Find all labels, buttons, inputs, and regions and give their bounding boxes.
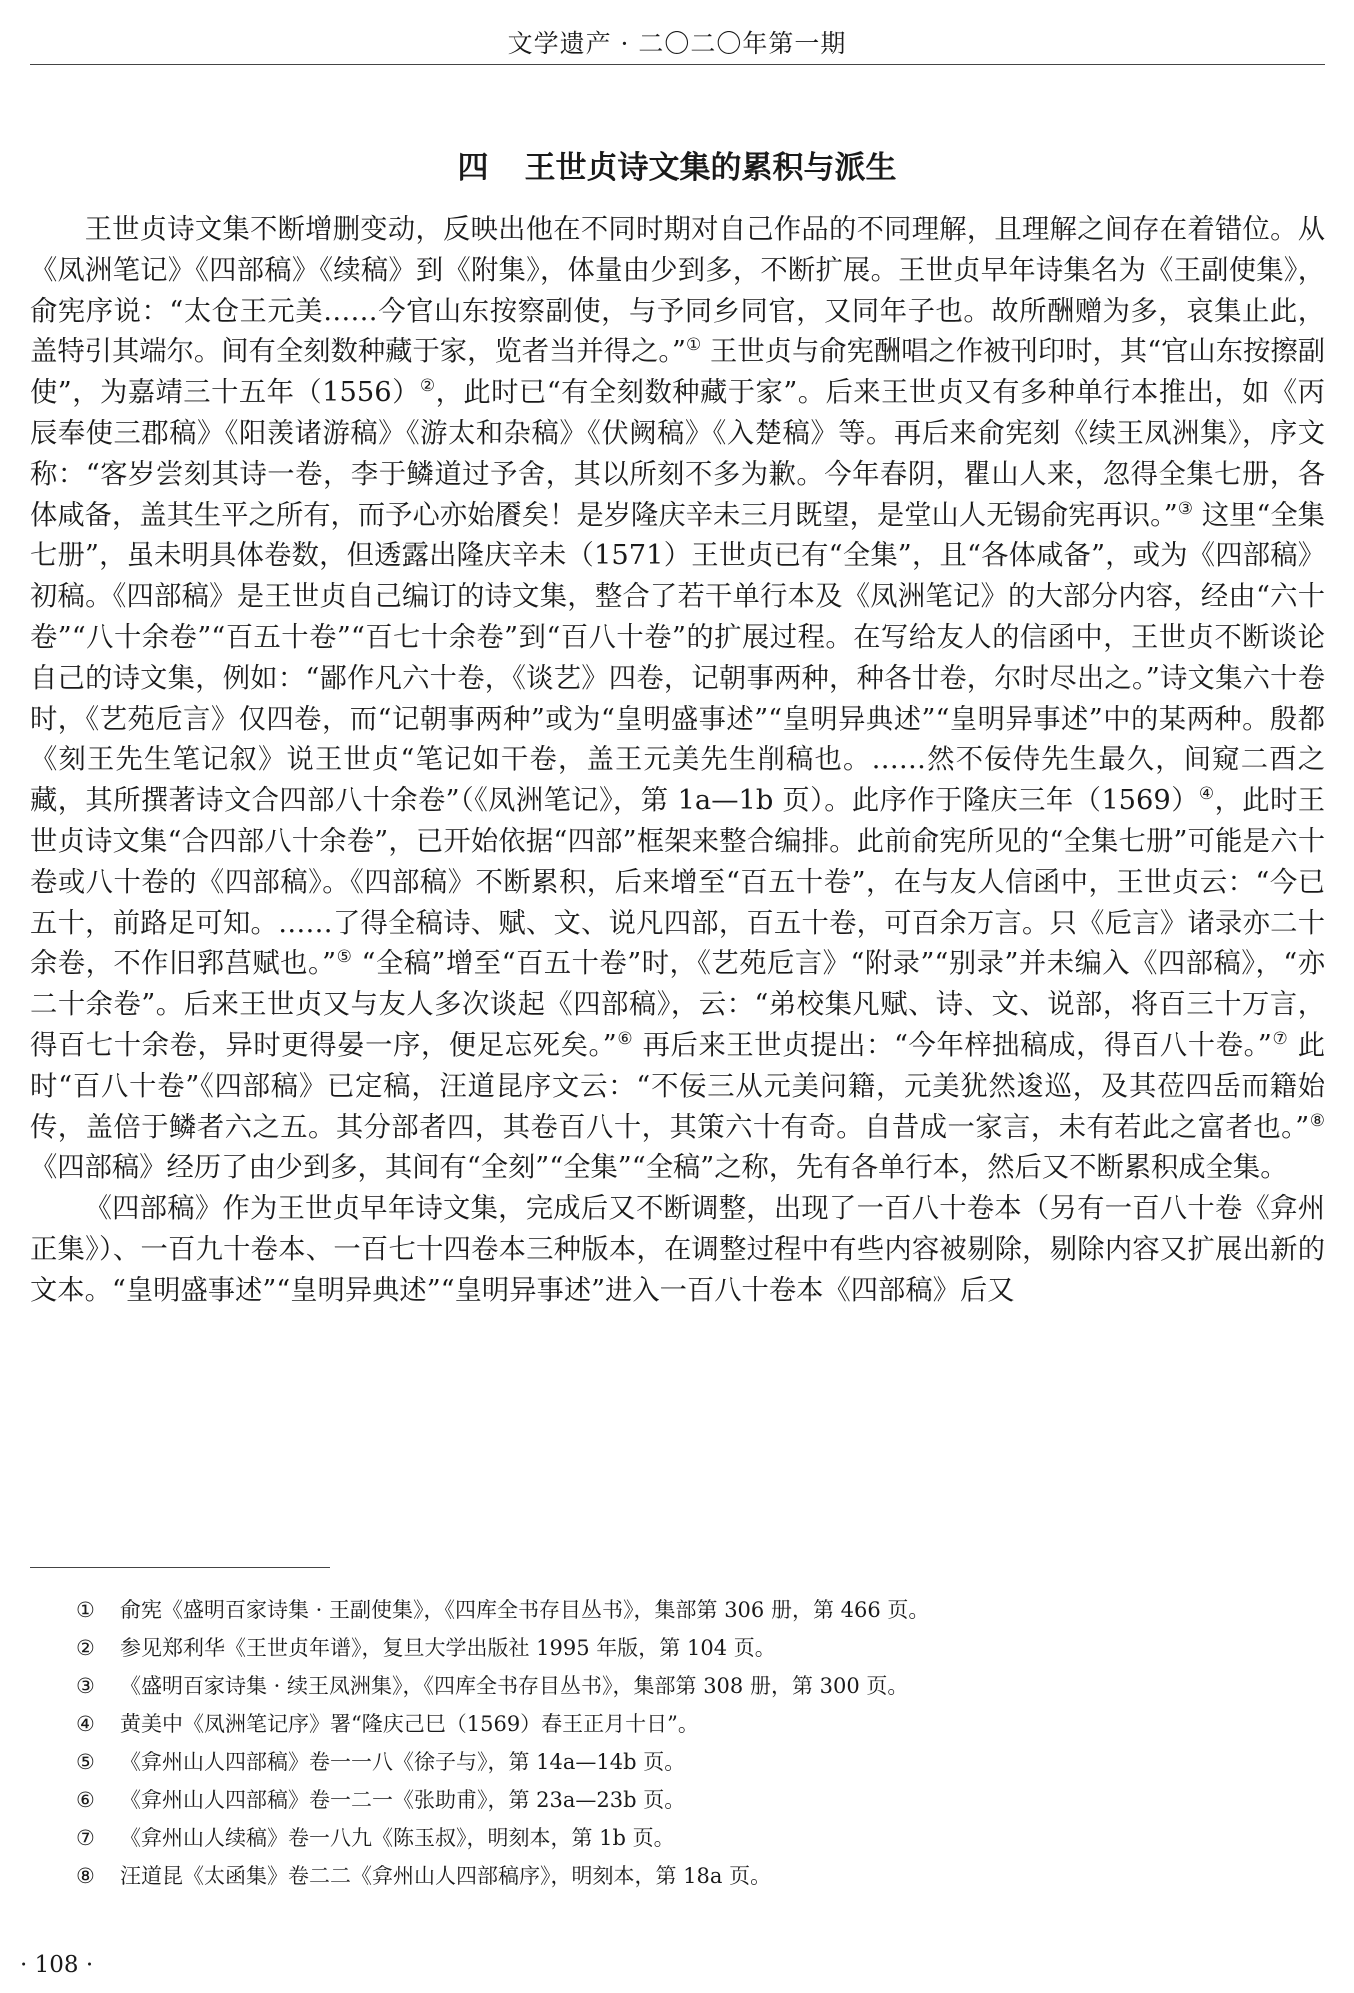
section-title-text: 王世贞诗文集的累积与派生: [524, 150, 897, 186]
footnote-text: 俞宪《盛明百家诗集 · 王副使集》，《四库全书存目丛书》，集部第 306 册，第 466 页。: [120, 1598, 930, 1622]
running-head: 文学遗产 · 二〇二〇年第一期: [507, 29, 847, 58]
page-number: · 108 ·: [20, 1952, 94, 1978]
paragraph-text: 《四部稿》作为王世贞早年诗文集，完成后又不断调整，出现了一百八十卷本（另有一百八十卷《弇州正集》）、一百九十卷本、一百七十四卷本三种版本，在调整过程中有些内容被剔除，剔除内容又扩展出新的文本。“皇明盛事述”“皇明异典述”“皇明异事述”进入一百八十卷本《四部稿》后又: [30, 1193, 1325, 1306]
paragraph: [30, 210, 1325, 1189]
footnotes: [76, 1591, 1316, 1895]
footnote: [76, 1781, 1316, 1819]
footnote-ref: ①: [686, 335, 702, 356]
footnote-ref: ⑥: [616, 1028, 634, 1049]
footnote: [76, 1857, 1316, 1895]
footnote-mark: ②: [76, 1636, 95, 1660]
footnote-text: 《弇州山人四部稿》卷一二一《张助甫》，第 23a—23b 页。: [120, 1788, 686, 1812]
paragraph-text: 再后来王世贞提出：“今年梓拙稿成，得百八十卷。”: [633, 1029, 1272, 1061]
footnote: [76, 1591, 1316, 1629]
footnote-text: 黄美中《凤洲笔记序》署“隆庆己巳（1569）春王正月十日”。: [120, 1712, 699, 1736]
footnote-text: 《盛明百家诗集 · 续王凤洲集》，《四库全书存目丛书》，集部第 308 册，第 300 页。: [120, 1674, 909, 1698]
paragraph-text: ，此时已“有全刻数种藏于家”。后来王世贞又有多种单行本推出，如《丙辰奉使三郡稿》《阳羡诸游稿》《游太和杂稿》《伏阙稿》《入楚稿》等。再后来俞宪刻《续王凤洲集》，序文称：“客岁尝刻其诗一卷，李于鳞道过予舍，其以所刻不多为歉。今年春阴，瞿山人来，忽得全集七册，各体咸备，盖其生平之所有，而予心亦始餍矣！是岁隆庆辛未三月既望，是堂山人无锡俞宪再识。”: [30, 377, 1325, 531]
footnote-text: 《弇州山人续稿》卷一八九《陈玉叔》，明刻本，第 1b 页。: [120, 1826, 675, 1850]
paragraph-text: 《四部稿》经历了由少到多，其间有“全刻”“全集”“全稿”之称，先有各单行本，然后又不断累积成全集。: [30, 1152, 1288, 1184]
footnote-ref: ⑧: [1309, 1110, 1325, 1131]
paragraph-text: “全稿”增至“百五十卷”时，《艺苑卮言》“附录”“别录”并未编入《四部稿》，“亦二十余卷”。后来王世贞又与友人多次谈起《四部稿》，云：“弟校集凡赋、诗、文、说部，将百三十万言，得百七十余卷，异时更得晏一序，便足忘死矣。”: [30, 948, 1325, 1061]
footnote-ref: ⑤: [336, 947, 353, 968]
footnote-mark: ⑦: [76, 1826, 95, 1850]
footnote-text: 参见郑利华《王世贞年谱》，复旦大学出版社 1995 年版，第 104 页。: [120, 1636, 776, 1660]
section-title: [0, 142, 1354, 187]
paragraph-text: 王世贞诗文集不断增删变动，反映出他在不同时期对自己作品的不同理解，且理解之间存在着错位。从《凤洲笔记》《四部稿》《续稿》到《附集》，体量由少到多，不断扩展。王世贞早年诗集名为《王副使集》，俞宪序说：“太仓王元美……今官山东按察副使，与予同乡同官，又同年子也。故所酬赠为多，哀集止此，盖特引其端尔。间有全刻数种藏于家，览者当并得之。”: [30, 214, 1325, 368]
footnote-mark: ④: [76, 1712, 95, 1736]
paragraph-text: 王世贞与俞宪酬唱之作被刊印时，其“官山东按擦副使”，为嘉靖三十五年（1556）: [30, 336, 1325, 409]
paragraph-text: 这里“全集七册”，虽未明具体卷数，但透露出隆庆辛未（1571）王世贞已有“全集”，且“各体咸备”，或为《四部稿》初稿。《四部稿》是王世贞自己编订的诗文集，整合了若干单行本及《凤洲笔记》的大部分内容，经由“六十卷”“八十余卷”“百五十卷”“百七十余卷”到“百八十卷”的扩展过程。在写给友人的信函中，王世贞不断谈论自己的诗文集，例如：“鄙作凡六十卷，《谈艺》四卷，记朝事两种，种各廿卷，尔时尽出之。”诗文集六十卷时，《艺苑卮言》仅四卷，而“记朝事两种”或为“皇明盛事述”“皇明异典述”“皇明异事述”中的某两种。殷都《刻王先生笔记叙》说王世贞“笔记如干卷，盖王元美先生削稿也。……然不佞侍先生最久，间窥二酉之藏，其所撰著诗文合四部八十余卷”（《凤洲笔记》，第 1a—1b 页）。此序作于隆庆三年（1569）: [30, 499, 1325, 817]
footnote-mark: ⑤: [76, 1750, 95, 1774]
footnote-mark: ①: [76, 1598, 95, 1622]
paragraph: [30, 1189, 1325, 1311]
section-number: 四: [457, 150, 489, 186]
footnote: [76, 1743, 1316, 1781]
header-rule: [30, 64, 1325, 65]
paragraph-text: 此时“百八十卷”《四部稿》已定稿，汪道昆序文云：“不佞三从元美问籍，元美犹然逡巡，及其莅四岳而籍始传，盖倍于鳞者六之五。其分部者四，其卷百八十，其策六十有奇。自昔成一家言，未有若此之富者也。”: [30, 1029, 1326, 1143]
footnote-text: 《弇州山人四部稿》卷一一八《徐子与》，第 14a—14b 页。: [120, 1750, 686, 1774]
footnote: [76, 1705, 1316, 1743]
footnote-ref: ②: [419, 376, 436, 397]
footnote-rule: [30, 1567, 330, 1568]
footnote-text: 汪道昆《太函集》卷二二《弇州山人四部稿序》，明刻本，第 18a 页。: [120, 1864, 772, 1888]
footnote-ref: ④: [1198, 784, 1215, 805]
footnote-mark: ⑥: [76, 1788, 95, 1812]
footnote-ref: ⑦: [1271, 1028, 1289, 1049]
footnote: [76, 1819, 1316, 1857]
footnote-mark: ⑧: [76, 1864, 95, 1888]
footnote-mark: ③: [76, 1674, 95, 1698]
footnote: [76, 1629, 1316, 1667]
footnote-ref: ③: [1177, 498, 1194, 519]
paragraph-text: ，此时王世贞诗文集“合四部八十余卷”，已开始依据“四部”框架来整合编排。此前俞宪所见的“全集七册”可能是六十卷或八十卷的《四部稿》。《四部稿》不断累积，后来增至“百五十卷”，在与友人信函中，王世贞云：“今已五十，前路足可知。……了得全稿诗、赋、文、说凡四部，百五十卷，可百余万言。只《卮言》诸录亦二十余卷，不作旧郛莒赋也。”: [30, 785, 1325, 980]
footnote: [76, 1667, 1316, 1705]
body-text: [30, 210, 1325, 1312]
